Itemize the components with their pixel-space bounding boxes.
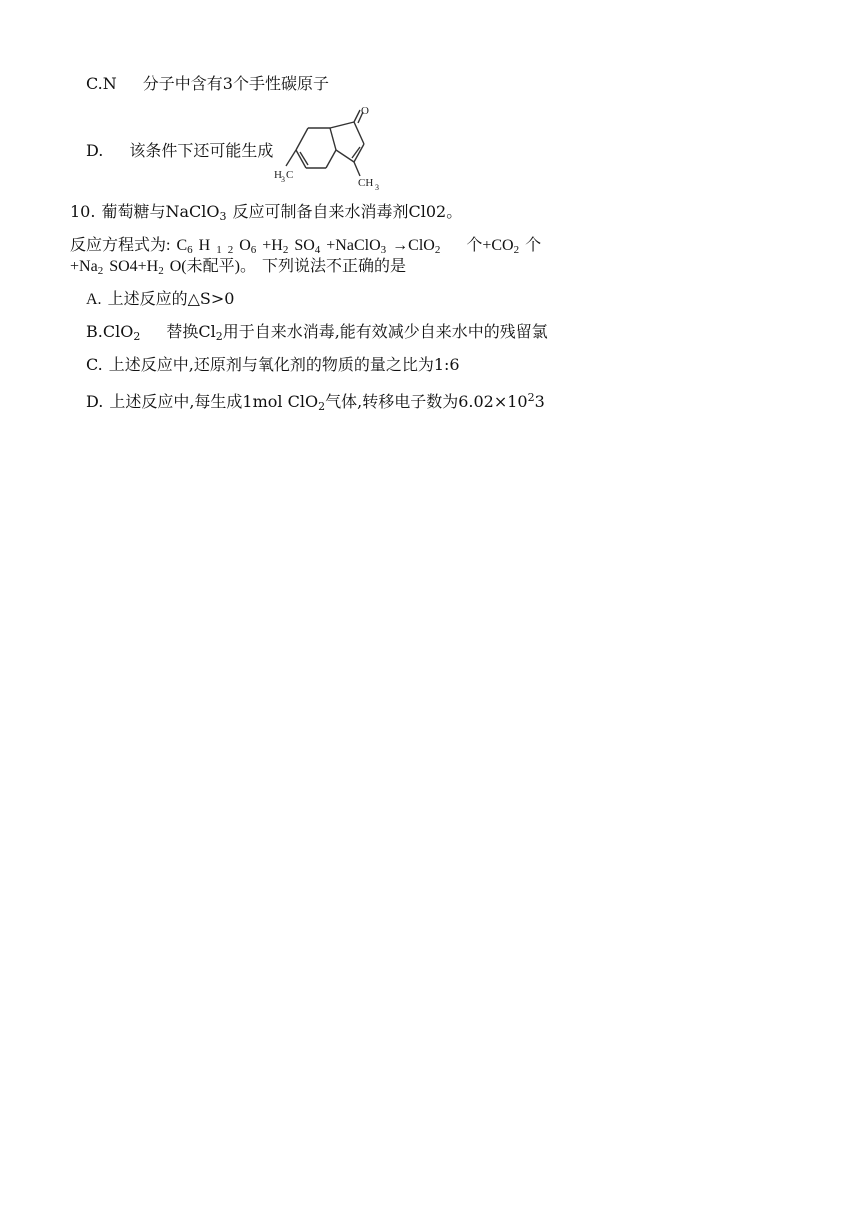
question-stem: 葡萄糖与NaClO xyxy=(101,202,220,221)
option-label: B.ClO xyxy=(86,322,134,341)
option-text: 上述反应的△S>0 xyxy=(107,289,235,308)
option-text-part: 上述反应中,每生成1mol ClO xyxy=(109,392,319,411)
option-text-part: 3 xyxy=(534,392,545,411)
option-b: B.ClO$_2$ 替换$Cl_2$用于自来水消毒,能有效减少自来水中的残留氯 xyxy=(86,322,548,343)
option-text: 分子中含有3个手性碳原子 xyxy=(142,74,329,93)
oxygen-label: O xyxy=(361,105,369,117)
option-label: D. xyxy=(86,141,104,160)
left-methyl-h-label: H xyxy=(274,169,282,181)
option-label: D. xyxy=(86,392,104,411)
option-text-part: 替换Cl xyxy=(166,322,216,341)
option-label: A. xyxy=(86,291,102,308)
option-c xyxy=(86,355,460,375)
option-text-part: 气体,转移电子数为6.02×10 xyxy=(325,392,528,411)
option-a xyxy=(86,289,234,310)
right-methyl-label: CH xyxy=(358,177,374,189)
molecule-bonds xyxy=(286,110,364,176)
option-label: C.N xyxy=(86,74,117,93)
option-text: 该条件下还可能生成 xyxy=(129,141,274,160)
question-number: 10. xyxy=(70,202,96,221)
left-methyl-sub-label: 3 xyxy=(281,175,285,184)
option-d: D. 上述反应中,每生成1mol ClO$_2$气体,转移电子数为$6.02\times 10^23$ xyxy=(86,391,545,413)
option-text: 上述反应中,还原剂与氧化剂的物质的量之比为1:6 xyxy=(108,355,460,374)
molecule-structure-image xyxy=(270,102,400,198)
equation-note: (未配平)。 xyxy=(181,258,256,275)
option-label: C. xyxy=(86,355,103,374)
left-methyl-c-label: C xyxy=(286,169,294,181)
right-methyl-sub-label: 3 xyxy=(375,183,379,192)
equation-label: 反应方程式为: xyxy=(70,237,171,254)
option-d-molecule xyxy=(86,141,273,161)
question-stem-rest: 反应可制备自来水消毒剂Cl02。 xyxy=(232,202,463,221)
option-text-part: 用于自来水消毒,能有效减少自来水中的残留氯 xyxy=(222,322,548,341)
equation-line-2: $+Na_2$ $SO4+H_2$ O(未配平)。 下列说法不正确的是 xyxy=(70,258,406,277)
question-10-stem: 10. 葡萄糖与NaClO$_3$ 反应可制备自来水消毒剂Cl02。 xyxy=(70,202,463,223)
option-c-n xyxy=(86,74,329,94)
question-prompt: 下列说法不正确的是 xyxy=(261,258,406,275)
equation-line-1: 反应方程式为: $C_6$ H $_1$ $_2$ $O_6 +H_2$ $SO_4$ +NaClO$_3$ →ClO$_2$ 个$+CO_2$ 个 xyxy=(70,237,542,256)
